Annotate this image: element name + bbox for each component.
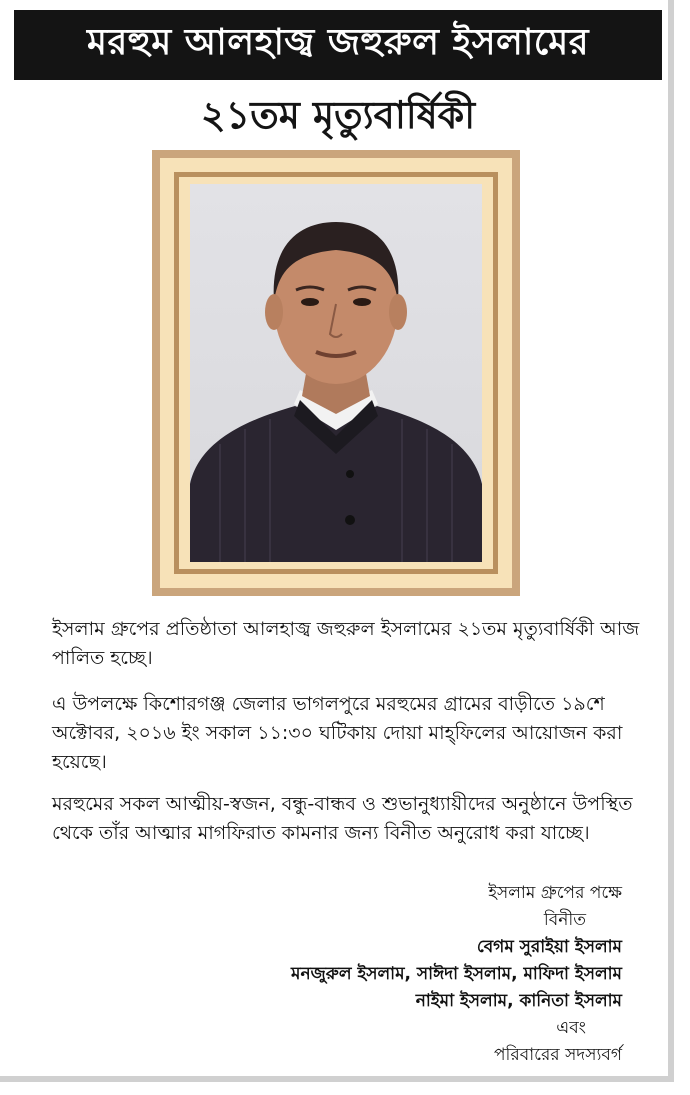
portrait-photo-icon: [190, 184, 482, 562]
notice-title-text: মরহুম আলহাজ্ব জহুরুল ইসলামের: [86, 22, 590, 63]
paragraph-request: মরহুমের সকল আত্মীয়-স্বজন, বন্ধু-বান্ধব ও শুভানুধ্যায়ীদের অনুষ্ঠানে উপস্থিত থেকে তাঁর আত্মার মাগফিরাত কামনার জন্য বিনীত অনুরোধ করা যাচ্ছে।: [52, 793, 633, 844]
signature-family: পরিবারের সদস্যবর্গ: [493, 1045, 622, 1065]
notice-subtitle: ২১তম মৃত্যুবার্ষিকী: [200, 93, 476, 137]
signature-on-behalf: ইসলাম গ্রুপের পক্ষে: [488, 883, 622, 903]
paragraph-event-details: এ উপলক্ষে কিশোরগঞ্জ জেলার ভাগলপুরে মরহুমের গ্রামের বাড়ীতে ১৯শে অক্টোবর, ২০১৬ ইং সকাল ১১:৩০ ঘটিকায় দোয়া মাহ্‌ফিলের আয়োজন করা হয়েছে।: [52, 693, 623, 773]
signature-and: এবং: [556, 1018, 586, 1038]
portrait-frame: [152, 150, 520, 596]
notice-title: [14, 10, 662, 80]
signature-humbly: বিনীত: [543, 910, 586, 930]
signature-names-second: মনজুরুল ইসলাম, সাঈদা ইসলাম, মাফিদা ইসলাম: [291, 964, 622, 984]
portrait-photo: [190, 184, 482, 562]
paragraph-announcement: ইসলাম গ্রুপের প্রতিষ্ঠাতা আলহাজ্ব জহুরুল ইসলামের ২১তম মৃত্যুবার্ষিকী আজ পালিত হচ্ছে।: [52, 618, 640, 669]
signature-names-third: নাইমা ইসলাম, কানিতা ইসলাম: [415, 991, 622, 1011]
signature-block: [200, 880, 622, 1069]
signature-name-primary: বেগম সুরাইয়া ইসলাম: [476, 937, 622, 957]
